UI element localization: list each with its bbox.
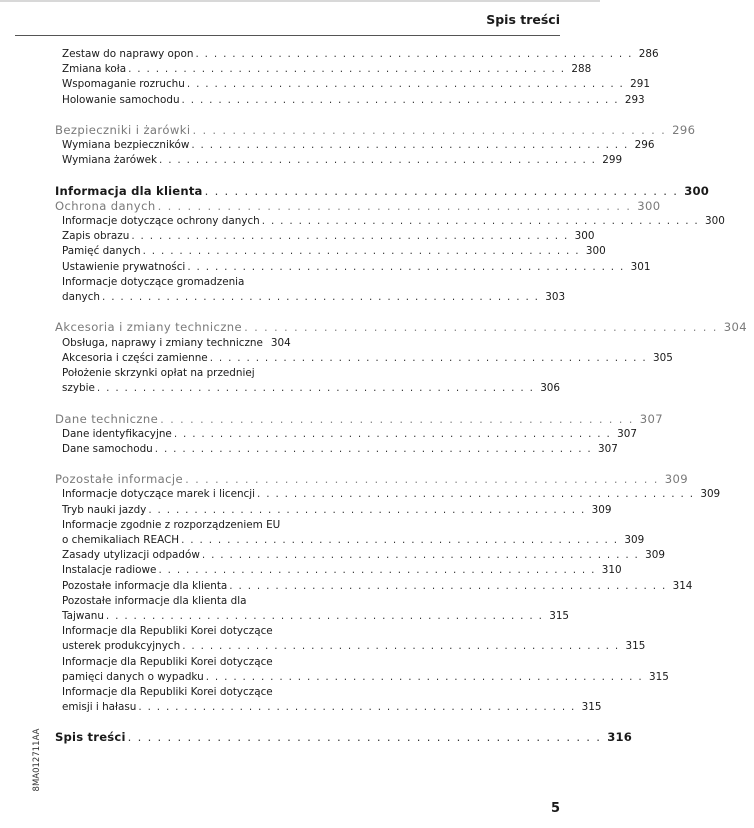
- toc-entry[interactable]: [55, 655, 669, 685]
- toc-entry[interactable]: [55, 138, 655, 153]
- dot-leader: . . . . . . . . . . . . . . . . . . . . . . . . . . . . . . . . . . . . . . . . . . . . . . . .: [182, 640, 620, 653]
- toc-entry-title: Dane identyfikacyjne: [62, 427, 172, 440]
- toc-spacer: [55, 715, 299, 730]
- toc-entry-title: Informacje dla Republiki Korei dotyczące: [62, 685, 273, 698]
- toc-page-number: 309: [645, 549, 665, 562]
- toc-page-number: 291: [630, 78, 650, 91]
- toc-page-number: 286: [638, 48, 659, 60]
- toc-line: [55, 518, 299, 533]
- page-number: 5: [551, 801, 561, 816]
- toc-page-number: 303: [545, 291, 566, 303]
- dot-leader: . . . . . . . . . . . . . . . . . . . . . . . . . . . . . . . . . . . . . . . . . . . . . . . .: [102, 291, 540, 303]
- toc-page-number: 300: [684, 183, 710, 198]
- toc-entry-title: Informacje dotyczące marek i licencji: [62, 488, 256, 501]
- toc-spacer: [55, 169, 299, 184]
- toc-entry-title: Informacje dla Republiki Korei dotyczące: [62, 655, 273, 668]
- toc-section-heading[interactable]: [55, 730, 633, 745]
- toc-line: [55, 381, 561, 396]
- toc-line: [55, 503, 612, 518]
- toc-entry-title: pamięci danych o wypadku: [62, 670, 204, 683]
- toc-spacer: [55, 108, 299, 123]
- toc-line: [55, 351, 673, 366]
- toc-line: [55, 260, 651, 275]
- toc-section-heading[interactable]: [55, 411, 664, 427]
- dot-leader: . . . . . . . . . . . . . . . . . . . . . . . . . . . . . . . . . . . . . . . . . . . . . . . .: [96, 382, 535, 395]
- toc-page-number: 315: [625, 640, 646, 653]
- toc-line: [55, 244, 606, 259]
- toc-page-number: 304: [723, 320, 748, 335]
- dot-leader: . . . . . . . . . . . . . . . . . . . . . . . . . . . . . . . . . . . . . . . . . . . . . . . .: [142, 245, 580, 258]
- toc-page-number: 306: [540, 382, 561, 395]
- toc-line: [55, 548, 665, 563]
- toc-page-number: 299: [602, 154, 623, 167]
- toc-line: [55, 624, 299, 639]
- document-code: 8MA012711AA: [32, 728, 42, 792]
- toc-entry[interactable]: [55, 62, 592, 77]
- toc-entry-title: Wymiana żarówek: [62, 154, 158, 167]
- toc-entry-title: usterek produkcyjnych: [62, 640, 181, 653]
- toc-entry[interactable]: [55, 214, 725, 229]
- toc-page-number: 315: [649, 670, 669, 683]
- toc-entry-title: Położenie skrzynki opłat na przedniej: [62, 366, 255, 379]
- toc-line: [55, 47, 659, 62]
- toc-page-number: 307: [639, 411, 664, 426]
- toc-line: [55, 366, 299, 381]
- toc-entry-title: Dane techniczne: [55, 411, 159, 426]
- toc-entry[interactable]: [55, 442, 618, 457]
- toc-line: [55, 62, 592, 77]
- toc-line: [55, 275, 299, 290]
- dot-leader: . . . . . . . . . . . . . . . . . . . . . . . . . . . . . . . . . . . . . . . . . . . . . . . .: [244, 320, 718, 335]
- toc-line: [55, 138, 655, 153]
- toc-entry-title: danych: [62, 291, 100, 303]
- toc-page-number: 310: [601, 564, 622, 577]
- toc-page-number: 288: [571, 63, 592, 76]
- dot-leader: . . . . . . . . . . . . . . . . . . . . . . . . . . . . . . . . . . . . . . . . . . . . . . . .: [160, 411, 634, 426]
- toc-entry[interactable]: [55, 594, 570, 624]
- toc-entry-title: Obsługa, naprawy i zmiany techniczne: [62, 336, 263, 349]
- toc-line: [55, 290, 566, 305]
- dot-leader: . . . . . . . . . . . . . . . . . . . . . . . . . . . . . . . . . . . . . . . . . . . . . . . .: [127, 730, 602, 745]
- dot-leader: . . . . . . . . . . . . . . . . . . . . . . . . . . . . . . . . . . . . . . . . . . . . . . . .: [195, 48, 633, 60]
- toc-entry[interactable]: [55, 518, 645, 548]
- page-top-edge: [0, 0, 600, 2]
- toc-section-heading[interactable]: [55, 472, 689, 487]
- toc-spacer: [55, 396, 299, 411]
- toc-entry-title: Akcesoria i zmiany techniczne: [55, 320, 243, 335]
- toc-entry-title: Wspomaganie rozruchu: [62, 78, 185, 91]
- toc-entry[interactable]: [55, 487, 721, 502]
- toc-page-number: 300: [705, 215, 725, 228]
- toc-entry-title: Informacje dotyczące ochrony danych: [62, 215, 260, 228]
- dot-leader: . . . . . . . . . . . . . . . . . . . . . . . . . . . . . . . . . . . . . . . . . . . . . . . .: [204, 183, 679, 198]
- toc-line: [55, 122, 696, 138]
- toc-entry-title: Tajwanu: [62, 609, 104, 622]
- toc-spacer: [55, 305, 299, 320]
- toc-line: [55, 472, 689, 487]
- toc-page-number: 315: [581, 701, 602, 714]
- toc-line: [55, 198, 661, 214]
- dot-leader: . . . . . . . . . . . . . . . . . . . . . . . . . . . . . . . . . . . . . . . . . . . . . . . .: [257, 488, 695, 501]
- toc-line: [55, 594, 299, 609]
- toc-entry-title: Akcesoria i części zamienne: [62, 351, 208, 364]
- dot-leader: . . . . . . . . . . . . . . . . . . . . . . . . . . . . . . . . . . . . . . . . . . . . . . . .: [128, 63, 566, 76]
- toc-line: [55, 700, 602, 715]
- toc-entry[interactable]: [55, 47, 659, 62]
- dot-leader: . . . . . . . . . . . . . . . . . . . . . . . . . . . . . . . . . . . . . . . . . . . . . . . .: [148, 503, 586, 516]
- toc-line: [55, 77, 650, 92]
- dot-leader: . . . . . . . . . . . . . . . . . . . . . . . . . . . . . . . . . . . . . . . . . . . . . . . .: [191, 139, 629, 152]
- toc-spacer: [55, 457, 299, 472]
- dot-leader: . . . . . . . . . . . . . . . . . . . . . . . . . . . . . . . . . . . . . . . . . . . . . . . .: [154, 442, 593, 455]
- toc-entry-title: Pozostałe informacje dla klienta dla: [62, 594, 247, 607]
- toc-entry-title: Spis treści: [55, 730, 126, 745]
- toc-entry-title: Ustawienie prywatności: [62, 260, 186, 273]
- toc-section-heading[interactable]: [55, 320, 748, 335]
- toc-section-heading[interactable]: [55, 122, 696, 138]
- toc-line: [55, 685, 299, 700]
- toc-page-number: 309: [700, 488, 721, 501]
- toc-line: [55, 229, 595, 244]
- toc-page-number: 304: [270, 336, 291, 349]
- toc-line: [55, 153, 623, 168]
- toc-line: [55, 563, 622, 578]
- dot-leader: . . . . . . . . . . . . . . . . . . . . . . . . . . . . . . . . . . . . . . . . . . . . . . . .: [187, 260, 625, 273]
- toc-entry[interactable]: [55, 563, 622, 578]
- toc-line: [55, 655, 299, 670]
- dot-leader: . . . . . . . . . . . . . . . . . . . . . . . . . . . . . . . . . . . . . . . . . . . . . . . .: [192, 122, 667, 137]
- dot-leader: . . . . . . . . . . . . . . . . . . . . . . . . . . . . . . . . . . . . . . . . . . . . . . . .: [173, 427, 612, 440]
- toc-line: [55, 427, 637, 442]
- toc-page-number: 293: [624, 93, 645, 106]
- toc-entry[interactable]: [55, 685, 602, 715]
- toc-entry-title: Instalacje radiowe: [62, 564, 157, 577]
- toc-entry-title: Pozostałe informacje: [55, 472, 184, 487]
- toc-entry[interactable]: [55, 229, 595, 244]
- dot-leader: . . . . . . . . . . . . . . . . . . . . . . . . . . . . . . . . . . . . . . . . . . . . . . . .: [157, 198, 632, 213]
- toc-page-number: 300: [574, 230, 595, 243]
- toc-page-number: 300: [637, 198, 661, 213]
- toc-entry-title: Bezpieczniki i żarówki: [55, 122, 191, 137]
- toc-line: [55, 609, 570, 624]
- toc-entry-title: Wymiana bezpieczników: [62, 139, 190, 152]
- toc-entry[interactable]: [55, 427, 637, 442]
- toc-line: [55, 487, 721, 502]
- toc-section-heading[interactable]: [55, 198, 661, 214]
- toc-page-number: 316: [607, 730, 633, 745]
- toc-page-number: 309: [591, 503, 612, 516]
- dot-leader: . . . . . . . . . . . . . . . . . . . . . . . . . . . . . . . . . . . . . . . . . . . . . . . .: [205, 670, 643, 683]
- table-of-contents: [55, 47, 748, 746]
- toc-page-number: 309: [624, 534, 645, 546]
- toc-entry-title: Pozostałe informacje dla klienta: [62, 579, 228, 592]
- dot-leader: . . . . . . . . . . . . . . . . . . . . . . . . . . . . . . . . . . . . . . . . . . . . . . . .: [185, 472, 659, 487]
- toc-entry[interactable]: [55, 260, 651, 275]
- toc-line: [55, 183, 710, 199]
- toc-entry-title: Informacje zgodnie z rozporządzeniem EU: [62, 518, 281, 531]
- toc-entry[interactable]: [55, 244, 606, 259]
- dot-leader: . . . . . . . . . . . . . . . . . . . . . . . . . . . . . . . . . . . . . . . . . . . . . . . .: [181, 93, 619, 106]
- toc-page-number: 296: [672, 122, 696, 137]
- toc-entry-title: Informacje dotyczące gromadzenia: [62, 275, 245, 288]
- running-header: Spis treści: [486, 12, 560, 27]
- dot-leader: . . . . . . . . . . . . . . . . . . . . . . . . . . . . . . . . . . . . . . . . . . . . . . . .: [229, 579, 667, 592]
- toc-entry[interactable]: [55, 153, 623, 168]
- toc-page-number: 309: [664, 472, 689, 487]
- dot-leader: . . . . . . . . . . . . . . . . . . . . . . . . . . . . . . . . . . . . . . . . . . . . . . . .: [131, 230, 569, 243]
- toc-entry-title: Zmiana koła: [62, 63, 127, 76]
- toc-entry-title: szybie: [62, 382, 95, 395]
- dot-leader: . . . . . . . . . . . . . . . . . . . . . . . . . . . . . . . . . . . . . . . . . . . . . . . .: [159, 154, 597, 167]
- header-rule: [15, 35, 560, 36]
- toc-entry-title: Informacje dla Republiki Korei dotyczące: [62, 625, 273, 638]
- dot-leader: . . . . . . . . . . . . . . . . . . . . . . . . . . . . . . . . . . . . . . . . . . . . . . . .: [105, 609, 544, 622]
- toc-line: [55, 670, 669, 685]
- toc-line: [55, 442, 618, 457]
- toc-page-number: 300: [585, 245, 606, 258]
- toc-page-number: 314: [672, 579, 693, 592]
- toc-entry[interactable]: [55, 351, 673, 366]
- toc-entry[interactable]: [55, 336, 299, 351]
- dot-leader: . . . . . . . . . . . . . . . . . . . . . . . . . . . . . . . . . . . . . . . . . . . . . . . .: [181, 534, 619, 546]
- toc-entry-title: o chemikaliach REACH: [62, 534, 180, 546]
- toc-line: [55, 93, 645, 108]
- toc-line: [55, 730, 633, 745]
- toc-line: [55, 639, 646, 654]
- toc-page-number: 301: [630, 260, 651, 273]
- toc-entry[interactable]: [55, 93, 645, 108]
- toc-entry[interactable]: [55, 548, 665, 563]
- dot-leader: . . . . . . . . . . . . . . . . . . . . . . . . . . . . . . . . . . . . . . . . . . . . . . . .: [209, 351, 647, 364]
- dot-leader: . . . . . . . . . . . . . . . . . . . . . . . . . . . . . . . . . . . . . . . . . . . . . . . .: [186, 78, 625, 91]
- toc-line: [55, 336, 299, 351]
- toc-entry[interactable]: [55, 579, 693, 594]
- dot-leader: . . . . . . . . . . . . . . . . . . . . . . . . . . . . . . . . . . . . . . . . . . . . . . . .: [158, 564, 596, 577]
- toc-line: [55, 533, 645, 548]
- toc-line: [55, 214, 725, 229]
- toc-page-number: 307: [617, 427, 637, 440]
- toc-entry-title: Informacja dla klienta: [55, 183, 203, 198]
- toc-entry[interactable]: [55, 366, 561, 396]
- toc-page-number: 305: [652, 351, 673, 364]
- toc-entry[interactable]: [55, 77, 650, 92]
- toc-section-heading[interactable]: [55, 183, 710, 199]
- dot-leader: . . . . . . . . . . . . . . . . . . . . . . . . . . . . . . . . . . . . . . . . . . . . . . . .: [138, 701, 576, 714]
- toc-entry-title: Zestaw do naprawy opon: [62, 48, 194, 60]
- toc-entry-title: Tryb nauki jazdy: [62, 503, 147, 516]
- toc-entry-title: Pamięć danych: [62, 245, 141, 258]
- toc-entry[interactable]: [55, 624, 646, 654]
- toc-entry-title: Zasady utylizacji odpadów: [62, 549, 200, 562]
- dot-leader: . . . . . . . . . . . . . . . . . . . . . . . . . . . . . . . . . . . . . . . . . . . . . . . .: [201, 549, 640, 562]
- toc-entry-title: emisji i hałasu: [62, 701, 137, 714]
- toc-line: [55, 411, 664, 427]
- toc-entry[interactable]: [55, 503, 612, 518]
- toc-line: [55, 579, 693, 594]
- toc-page-number: 307: [598, 442, 618, 455]
- toc-entry-title: Ochrona danych: [55, 198, 156, 213]
- toc-page-number: 315: [549, 609, 570, 622]
- toc-entry-title: Holowanie samochodu: [62, 93, 180, 106]
- dot-leader: . . . . . . . . . . . . . . . . . . . . . . . . . . . . . . . . . . . . . . . . . . . . . . . .: [261, 215, 700, 228]
- toc-entry-title: Zapis obrazu: [62, 230, 130, 243]
- toc-line: [55, 320, 748, 335]
- toc-entry-title: Dane samochodu: [62, 442, 153, 455]
- toc-entry[interactable]: [55, 275, 566, 305]
- toc-page-number: 296: [634, 139, 655, 152]
